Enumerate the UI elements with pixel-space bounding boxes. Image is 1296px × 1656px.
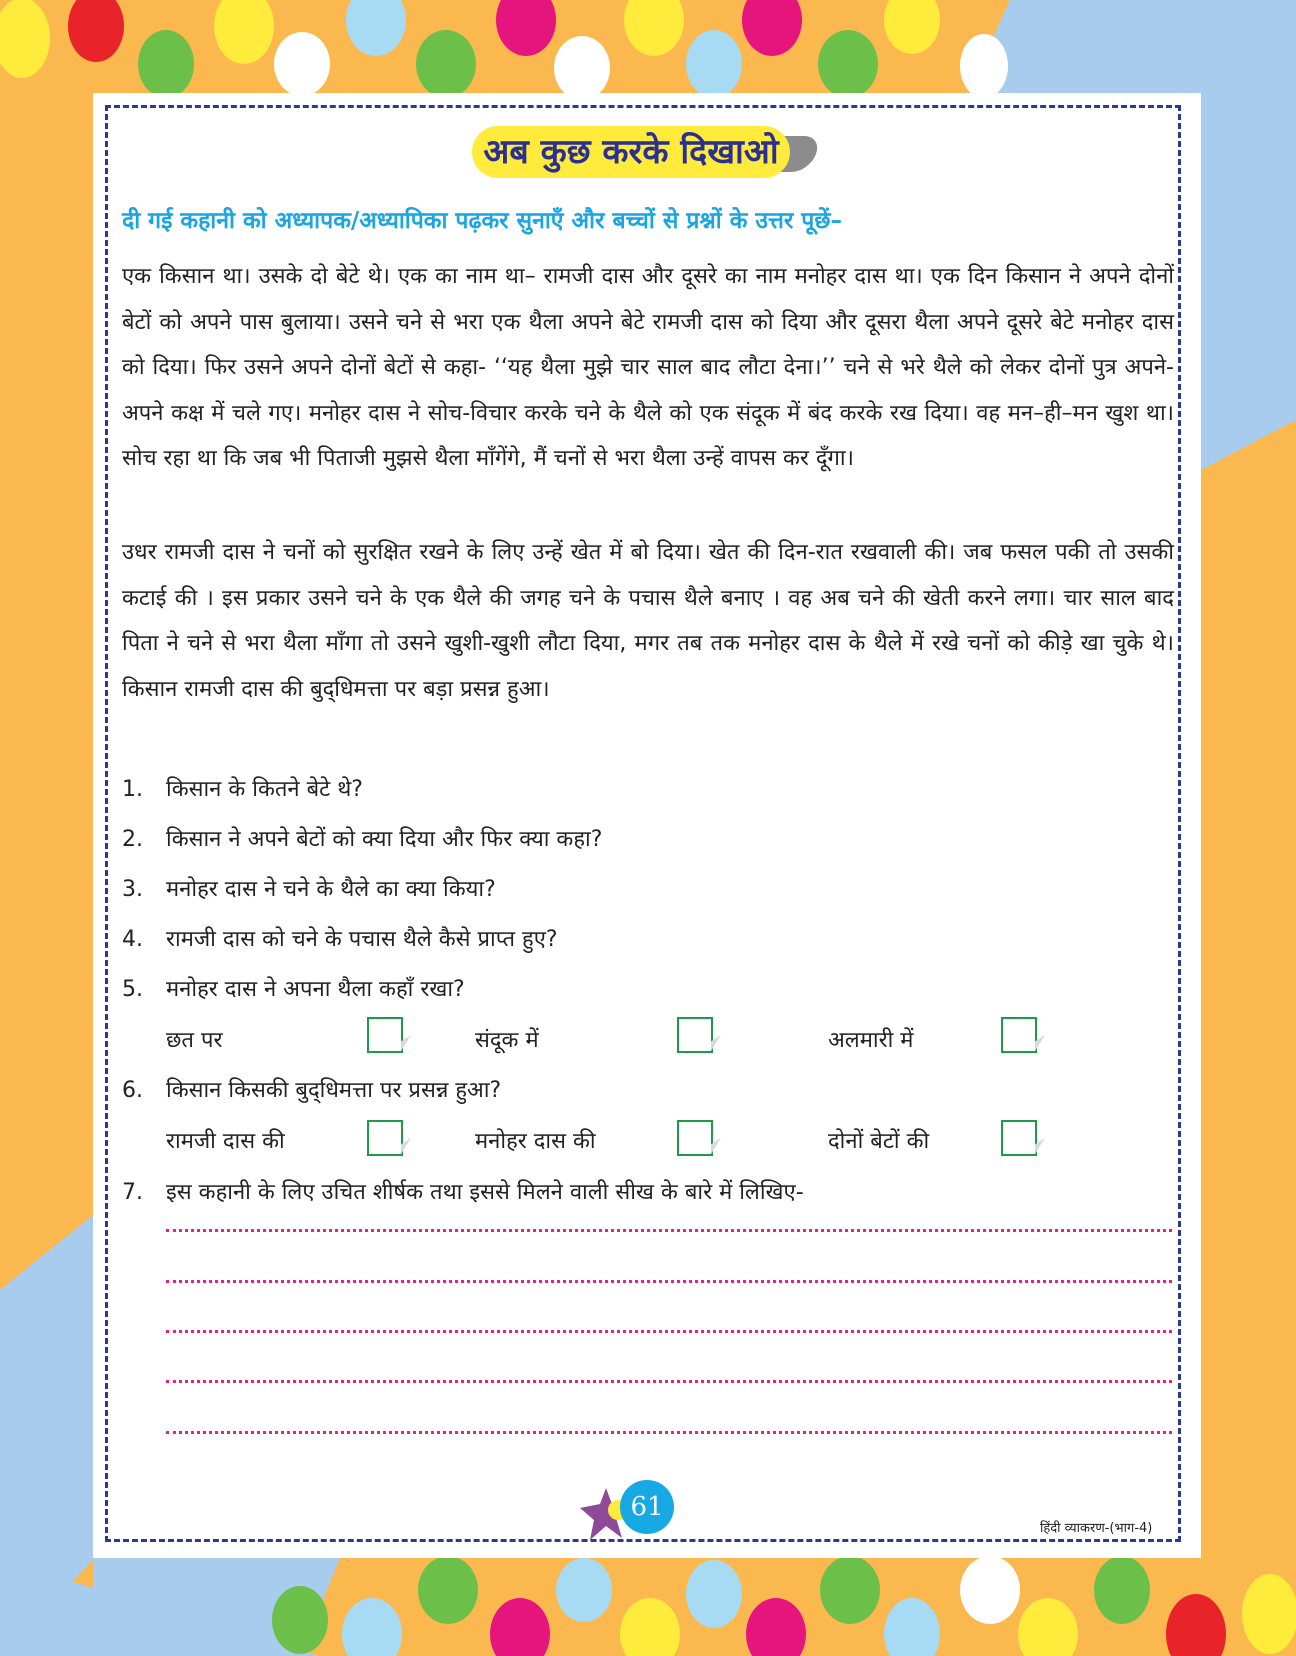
title-banner — [466, 122, 826, 182]
question-text: किसान ने अपने बेटों को क्या दिया और फिर क्या कहा? — [166, 827, 603, 852]
answer-checkbox[interactable] — [677, 1120, 713, 1156]
question-5 — [122, 973, 465, 1003]
answer-checkbox[interactable] — [1001, 1017, 1037, 1053]
question-number: 2. — [122, 827, 143, 852]
question-number: 5. — [122, 977, 143, 1002]
question-number: 1. — [122, 777, 143, 802]
option-label: मनोहर दास की — [475, 1129, 596, 1154]
question-2 — [122, 823, 602, 853]
question-text: मनोहर दास ने चने के थैले का क्या किया? — [166, 877, 496, 902]
question-4 — [122, 923, 558, 953]
story-paragraph-2: उधर रामजी दास ने चनों को सुरक्षित रखने के लिए उन्हें खेत में बो दिया। खेत की दिन-रात रखवाली की। जब फसल पकी तो उसकी कटाई की । इस प्रकार उसने चने के एक थैले की जगह चने के पचास थैले बनाए । वह अब चने की खेती करने लगा। चार साल बाद पिता ने चने से भरा थैला माँगा तो उसने खुशी-खुशी लौटा दिया, मगर तब तक मनोहर दास के थैले में रखे चनों को कीड़े खा चुके थे। किसान रामजी दास की बुद्‌धिमत्ता पर बड़ा प्रसन्न हुआ। — [122, 540, 1174, 702]
page-title: अब कुछ करके दिखाओ — [483, 132, 779, 172]
question-text: किसान के कितने बेटे थे? — [166, 777, 363, 802]
question-text: इस कहानी के लिए उचित शीर्षक तथा इससे मिलने वाली सीख के बारे में लिखिए- — [166, 1180, 804, 1205]
option-label: दोनों बेटों की — [828, 1129, 930, 1154]
answer-checkbox[interactable] — [1001, 1120, 1037, 1156]
footer-book-title: हिंदी व्याकरण-(भाग-4) — [1040, 1521, 1153, 1536]
answer-line[interactable] — [166, 1431, 1172, 1434]
question-3 — [122, 873, 496, 903]
answer-line[interactable] — [166, 1380, 1172, 1383]
answer-checkbox[interactable] — [367, 1017, 403, 1053]
question-6 — [122, 1074, 501, 1104]
question-7 — [122, 1176, 804, 1206]
answer-line[interactable] — [166, 1229, 1172, 1232]
option-label: छत पर — [166, 1028, 223, 1053]
answer-checkbox[interactable] — [367, 1120, 403, 1156]
question-number: 4. — [122, 927, 143, 952]
answer-checkbox[interactable] — [677, 1017, 713, 1053]
question-number: 3. — [122, 877, 143, 902]
question-text: मनोहर दास ने अपना थैला कहाँ रखा? — [166, 977, 465, 1002]
question-number: 6. — [122, 1078, 143, 1103]
story-paragraph-1: एक किसान था। उसके दो बेटे थे। एक का नाम था– रामजी दास और दूसरे का नाम मनोहर दास था। एक दिन किसान ने अपने दोनों बेटों को अपने पास बुलाया। उसने चने से भरा एक थैला अपने बेटे रामजी दास को दिया और दूसरा थैला अपने दूसरे बेटे मनोहर दास को दिया। फिर उसने अपने दोनों बेटों से कहा- ‘‘यह थैला मुझे चार साल बाद लौटा देना।’’ चने से भरे थैले को लेकर दोनों पुत्र अपने-अपने कक्ष में चले गए। मनोहर दास ने सोच-विचार करके चने के थैले को एक संदूक में बंद करके रख दिया। वह मन–ही–मन खुश था। सोच रहा था कि जब भी पिताजी मुझसे थैला माँगेंगे, मैं चनों से भरा थैला उन्हें वापस कर दूँगा। — [122, 264, 1174, 471]
option-label: रामजी दास की — [166, 1129, 285, 1154]
page-number: 61 — [620, 1480, 674, 1534]
answer-line[interactable] — [166, 1280, 1172, 1283]
answer-line[interactable] — [166, 1330, 1172, 1333]
option-label: अलमारी में — [828, 1028, 914, 1053]
question-1 — [122, 773, 363, 803]
question-number: 7. — [122, 1180, 143, 1205]
question-text: रामजी दास को चने के पचास थैले कैसे प्राप्त हुए? — [166, 927, 558, 952]
option-label: संदूक में — [475, 1028, 539, 1053]
question-text: किसान किसकी बुद्‌धिमत्ता पर प्रसन्न हुआ? — [166, 1078, 502, 1103]
instruction-text: दी गई कहानी को अध्यापक/अध्यापिका पढ़कर सुनाएँ और बच्चों से प्रश्नों के उत्तर पूछें– — [122, 208, 842, 234]
